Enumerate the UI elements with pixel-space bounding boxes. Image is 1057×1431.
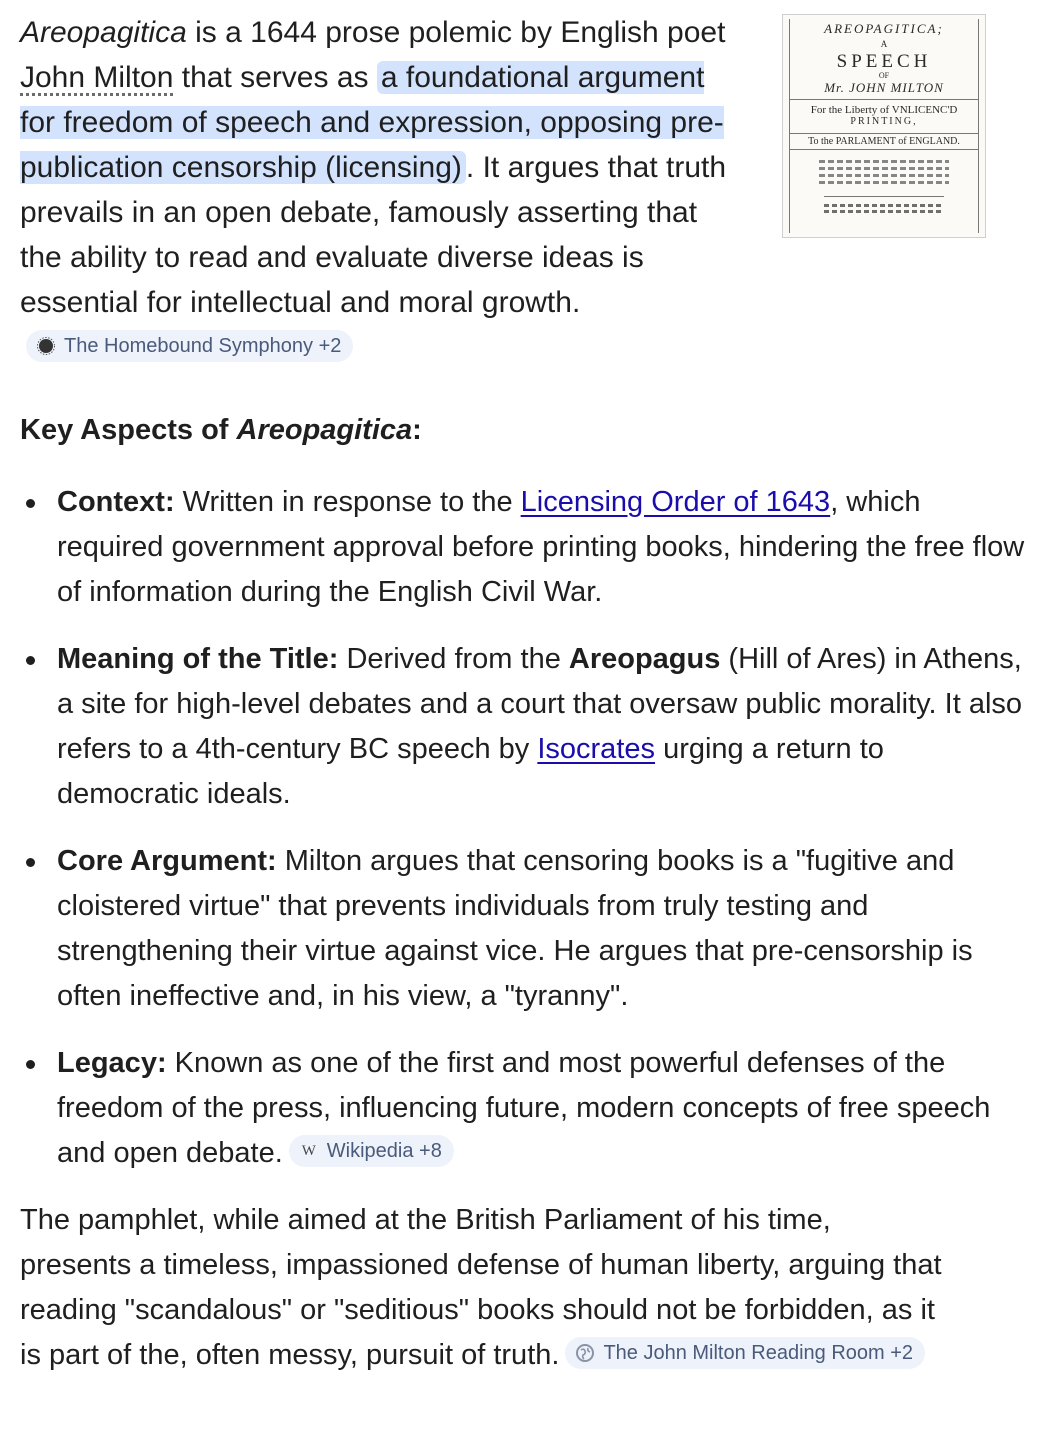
author-link[interactable]: John Milton (20, 61, 174, 94)
thumb-line-author: Mr. JOHN MILTON (790, 80, 978, 100)
highlighted-summary: a foundational argument for freedom of speech and expression, opposing pre-publication censorship (licensing) (20, 61, 724, 184)
source-chip-milton-reading-room[interactable] (565, 1337, 925, 1369)
bullet-label: Meaning of the Title: (57, 643, 339, 675)
bullet-text: Written in response to the (174, 486, 521, 518)
bullet-label: Legacy: (57, 1047, 167, 1079)
title-page-thumbnail[interactable] (782, 14, 986, 238)
isocrates-link[interactable]: Isocrates (537, 733, 656, 765)
bullet-text: Milton argues that censoring books is a "fugitive and cloistered virtue" that prevents individuals from truly testing and strengthening their virtue against vice. He argues that pre-censorship is often ineffective and, in his view, a "tyranny". (57, 845, 973, 1012)
bullet-label: Context: (57, 486, 175, 518)
intro-text-b: that serves as (173, 61, 377, 94)
intro-text-a: is a 1644 prose polemic by English poet (186, 16, 726, 49)
heading-suffix: : (412, 414, 422, 446)
thumb-line-of: OF (878, 71, 890, 80)
list-item-core-argument (20, 839, 1030, 1019)
bullet-text: , which required government approval before printing books, hindering the free flow of information during the English Civil War. (57, 486, 1025, 608)
thumb-epigraph-scribble (819, 160, 949, 184)
areopagus-term: Areopagus (568, 643, 721, 675)
list-item-title-meaning (20, 637, 1030, 817)
intro-section (20, 10, 1030, 370)
source-chip-label: The Homebound Symphony +2 (64, 335, 342, 358)
source-chip-label: The John Milton Reading Room +2 (603, 1342, 914, 1365)
source-chip-label: Wikipedia +8 (326, 1140, 442, 1163)
globe-icon (575, 1343, 595, 1363)
heading-prefix: Key Aspects of (20, 414, 237, 446)
section-heading (20, 410, 1030, 450)
bullet-label: Core Argument: (57, 845, 277, 877)
bullet-text: (Hill of Ares) in Athens, a site for high-level debates and a court that oversaw public morality. It also refers to a 4th-century BC speech by (57, 643, 1023, 765)
licensing-order-link[interactable]: Licensing Order of 1643 (520, 486, 831, 518)
work-title: Areopagitica (20, 16, 187, 49)
closing-text: The pamphlet, while aimed at the British Parliament of his time, presents a timeless, impassioned defense of human liberty, arguing that reading "scandalous" or "seditious" books should not be forbidden, as it is part of the, often messy, pursuit of truth. (20, 1204, 942, 1371)
thumb-line-a: A (880, 39, 888, 49)
intro-paragraph (20, 10, 745, 370)
bullet-text: Known as one of the first and most powerful defenses of the freedom of the press, influencing future, modern concepts of free speech and open debate. (57, 1047, 991, 1169)
key-aspects-list (20, 480, 1030, 1176)
wikipedia-icon: W (301, 1143, 316, 1160)
thumb-line-liberty: For the Liberty of VNLICENC'D (810, 104, 958, 116)
thumb-line-speech: SPEECH (836, 51, 932, 72)
heading-italic: Areopagitica (236, 414, 413, 446)
closing-paragraph (20, 1198, 950, 1378)
thumb-footer-scribble (824, 196, 944, 213)
ai-overview-answer (20, 10, 1030, 1378)
list-item-context (20, 480, 1030, 615)
bullet-text: Derived from the (338, 643, 569, 675)
list-item-legacy (20, 1041, 1030, 1176)
intro-text-c: . It argues that truth prevails in an open debate, famously asserting that the ability to read and evaluate diverse ideas is essential for intellectual and moral growth. (20, 151, 727, 319)
thumb-line-printing: PRINTING, (850, 116, 918, 127)
source-favicon-icon (36, 336, 56, 356)
bullet-text: urging a return to democratic ideals. (57, 733, 884, 810)
source-chip-wikipedia[interactable] (289, 1135, 454, 1167)
source-chip-homebound[interactable] (26, 330, 353, 362)
thumb-line-title: AREOPAGITICA; (824, 21, 944, 36)
thumb-line-parlament: To the PARLAMENT of ENGLAND. (790, 133, 978, 150)
